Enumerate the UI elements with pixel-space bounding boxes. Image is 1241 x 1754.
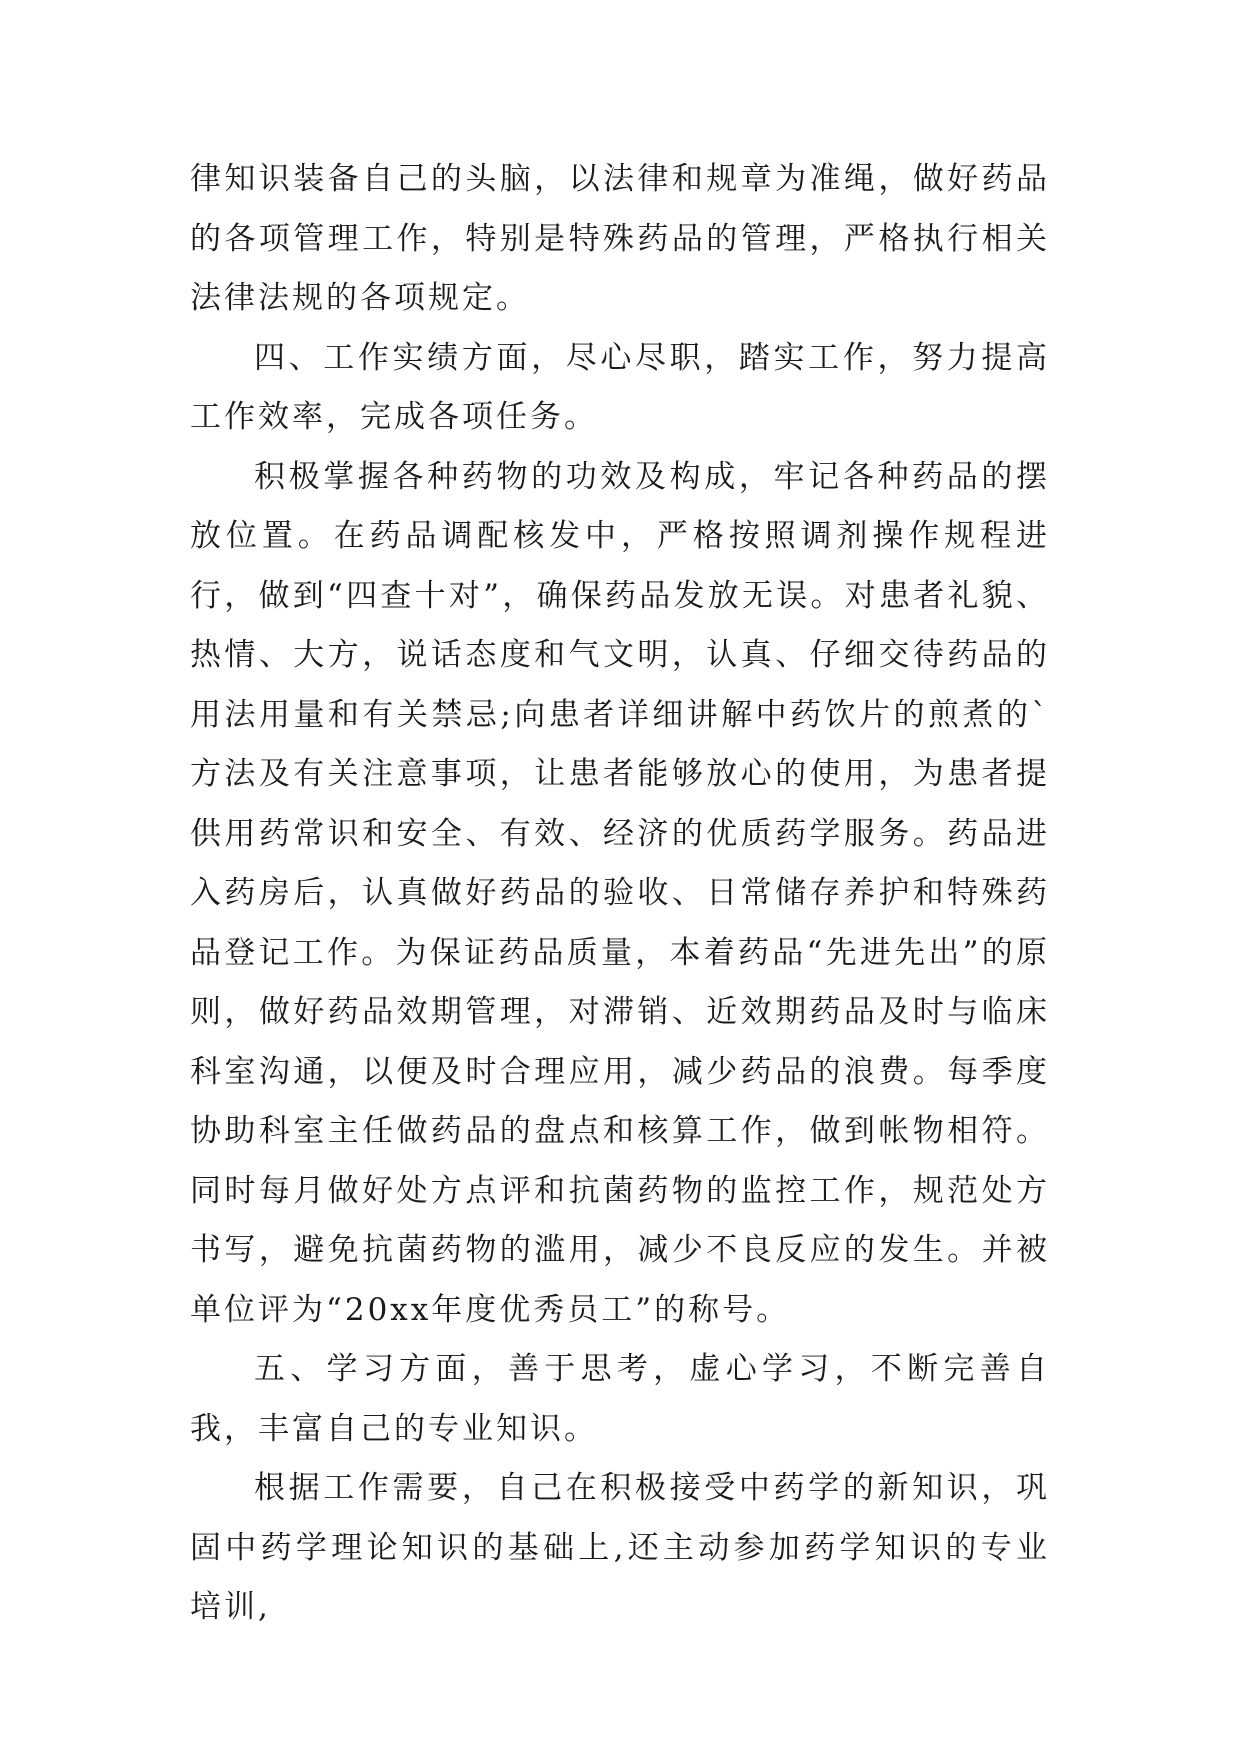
paragraph-work-achievements: 积极掌握各种药物的功效及构成，牢记各种药品的摆放位置。在药品调配核发中，严格按照调剂操作规程进行，做到“四查十对”，确保药品发放无误。对患者礼貌、热情、大方，说话态度和气文明，认真、仔细交待药品的用法用量和有关禁忌;向患者详细讲解中药饮片的煎煮的`方法及有关注意事项，让患者能够放心的使用，为患者提供用药常识和安全、有效、经济的优质药学服务。药品进入药房后，认真做好药品的验收、日常储存养护和特殊药品登记工作。为保证药品质量，本着药品“先进先出”的原则，做好药品效期管理，对滞销、近效期药品及时与临床科室沟通，以便及时合理应用，减少药品的浪费。每季度协助科室主任做药品的盘点和核算工作，做到帐物相符。同时每月做好处方点评和抗菌药物的监控工作，规范处方书写，避免抗菌药物的滥用，减少不良反应的发生。并被单位评为“20xx年度优秀员工”的称号。 [190, 458, 1050, 1328]
paragraph-section-four-heading: 四、工作实绩方面，尽心尽职，踏实工作，努力提高工作效率，完成各项任务。 [190, 339, 1050, 435]
paragraph-study-details: 根据工作需要，自己在积极接受中药学的新知识，巩固中药学理论知识的基础上,还主动参加药学知识的专业培训, [190, 1470, 1050, 1625]
document-body [190, 150, 1050, 1638]
paragraph-law-knowledge: 律知识装备自己的头脑，以法律和规章为准绳，做好药品的各项管理工作，特别是特殊药品的管理，严格执行相关法律法规的各项规定。 [190, 161, 1050, 316]
paragraph-section-five-heading: 五、学习方面，善于思考，虚心学习，不断完善自我，丰富自己的专业知识。 [190, 1351, 1050, 1447]
